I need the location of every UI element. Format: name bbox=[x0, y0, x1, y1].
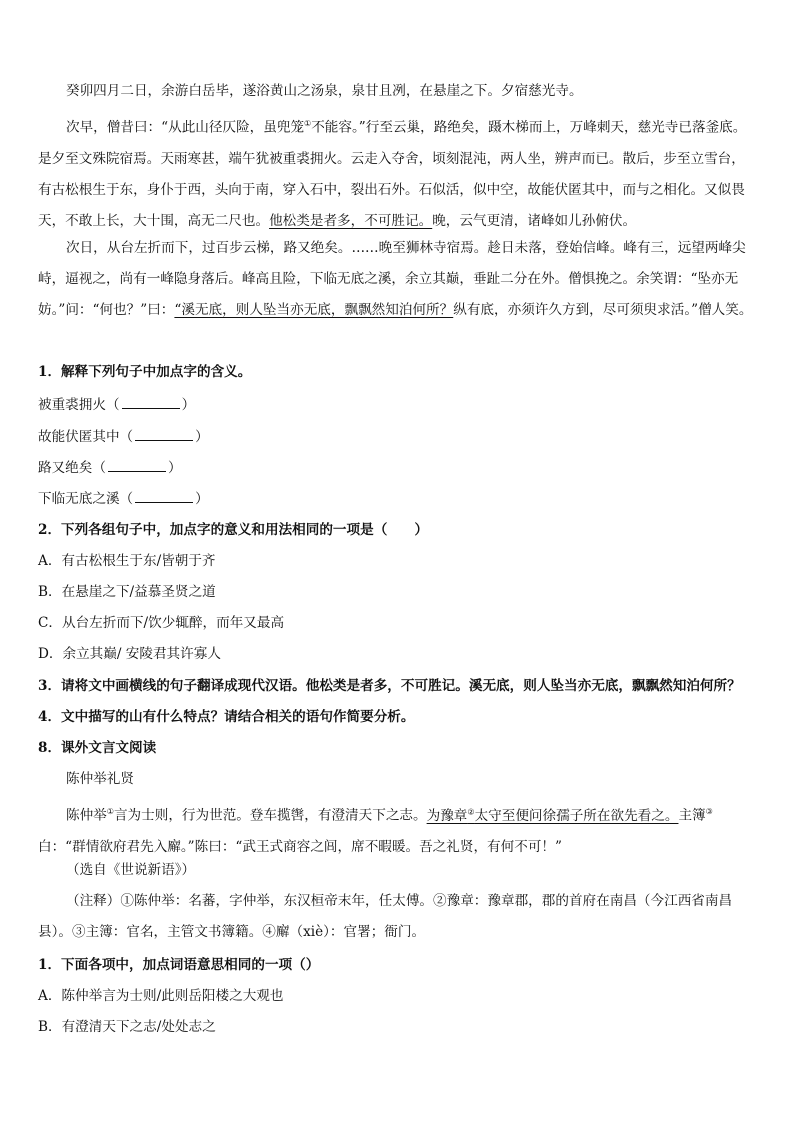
footnote-marker: ③ bbox=[705, 807, 713, 816]
s8q1-option-a[interactable]: A．陈仲举言为士则/此则岳阳楼之大观也 bbox=[38, 988, 284, 1004]
footnote-marker: ② bbox=[467, 807, 475, 816]
question-4: 4．文中描写的山有什么特点？请结合相关的语句作简要分析。 bbox=[38, 709, 415, 725]
q2-option-d[interactable]: D．余立其巅/ 安陵君其许寡人 bbox=[38, 646, 221, 662]
paragraph-text: 次早，僧昔曰：“从此山径仄险，虽兜笼 bbox=[66, 119, 305, 136]
paragraph-text: 纵有底，亦须许久方到，尽可须臾求活。”僧人笑。 bbox=[453, 302, 753, 318]
annotation-notes: （注释）①陈仲举：名蕃，字仲举，东汉桓帝末年，任太傅。②豫章：豫章郡，郡的首府在南昌（今江西省南昌县）。③主簿：官名，主管文书簿籍。④廨（xiè）：官署；衙门。 bbox=[38, 893, 733, 940]
underlined-sentence: 他松类是者多，不可胜记。 bbox=[269, 212, 433, 229]
passage-title: 陈仲举礼贤 bbox=[66, 771, 134, 787]
answer-blank[interactable] bbox=[135, 488, 193, 503]
paragraph-text: 白：“群情欲府君先入廨。”陈曰：“武王式商容之闾，席不暇暖。吾之礼贤，有何不可！” bbox=[38, 838, 562, 855]
underlined-sentence: 为豫章②太守至便问徐孺子所在欲先看之。 bbox=[426, 807, 679, 824]
section-8-title: 8．课外文言文阅读 bbox=[38, 740, 157, 756]
item-text: 路又绝矣（ bbox=[38, 460, 106, 476]
question-1-title: 1．解释下列句子中加点字的含义。 bbox=[38, 364, 252, 380]
section-8-passage bbox=[38, 796, 756, 863]
question-2-title: 2．下列各组句子中，加点字的意义和用法相同的一项是（ ） bbox=[38, 522, 429, 538]
paragraph-text: 言为士则，行为世范。登车揽辔，有澄清天下之志。 bbox=[113, 807, 427, 824]
answer-blank[interactable] bbox=[108, 457, 166, 472]
paragraph-text: 癸卯四月二日，余游白岳毕，遂浴黄山之汤泉，泉甘且冽，在悬崖之下。夕宿慈光寺。 bbox=[66, 83, 583, 99]
bracket: ） bbox=[181, 397, 196, 413]
q1-item-4 bbox=[38, 488, 209, 509]
item-text: 故能伏匿其中（ bbox=[38, 429, 134, 445]
answer-blank[interactable] bbox=[122, 394, 180, 409]
source-citation: （选自《世说新语》） bbox=[66, 862, 196, 878]
passage-paragraph-2 bbox=[38, 108, 756, 237]
item-text: 下临无底之溪（ bbox=[38, 491, 134, 507]
paragraph-text: 主簿 bbox=[678, 807, 706, 824]
bracket: ） bbox=[195, 491, 209, 507]
paragraph-text: 晚，云气更清，诸峰如儿孙俯伏。 bbox=[432, 212, 637, 229]
footnote-marker: ① bbox=[304, 119, 312, 128]
passage-paragraph-1 bbox=[38, 76, 756, 107]
q2-option-b[interactable]: B．在悬崖之下/益慕圣贤之道 bbox=[38, 584, 216, 600]
s8q1-option-b[interactable]: B．有澄清天下之志/处处志之 bbox=[38, 1019, 216, 1035]
underlined-sentence: “溪无底，则人坠当亦无底，飘飘然知泊何所？ bbox=[174, 302, 454, 318]
q1-item-1 bbox=[38, 394, 195, 415]
bracket: ） bbox=[195, 429, 209, 445]
item-text: 被重裘拥火（ bbox=[38, 397, 120, 413]
paragraph-text: 不能容。”行至云巢，路绝矣，蹑木梯而上，万峰刺天，慈光寺已落釜底。是夕至文殊院宿焉。天雨寒甚，端午犹被重裘拥火。云走入夺舍，顷刻混沌，两人坐，辨声而已。散后，步至立雪台，有古松根生于东，身仆于西，头向于南，穿入石中，裂出石外。石似活，似中空，故能伏匿其中，而与之相化。又似畏天，不敢上长，大十围，高无二尺也。 bbox=[38, 119, 747, 229]
footnote-marker: ① bbox=[106, 807, 114, 816]
question-3: 3．请将文中画横线的句子翻译成现代汉语。他松类是者多，不可胜记。溪无底，则人坠当亦无底，飘飘然知泊何所？ bbox=[38, 678, 741, 694]
paragraph-text: 次日，从台左折而下，过百步云梯，路又绝矣。……晚至狮林寺宿焉。趁日未落，登始信峰。峰有三，远望两峰尖峙，逼视之，尚有一峰隐身落后。峰高且险，下临无底之溪，余立其巅，垂趾二分在外。僧惧挽之。余笑谓：“坠亦无妨。”问：“何也？”曰： bbox=[38, 240, 746, 318]
paragraph-text: 陈仲举 bbox=[66, 807, 107, 824]
q2-option-a[interactable]: A．有古松根生于东/皆朝于齐 bbox=[38, 553, 216, 569]
q1-item-3 bbox=[38, 457, 182, 478]
passage-paragraph-3 bbox=[38, 233, 756, 326]
q1-item-2 bbox=[38, 426, 209, 447]
bracket: ） bbox=[167, 460, 182, 476]
q2-option-c[interactable]: C．从台左折而下/饮少辄醉，而年又最高 bbox=[38, 615, 285, 631]
section-8-question-1-title: 1．下面各项中，加点词语意思相同的一项（） bbox=[38, 957, 320, 973]
answer-blank[interactable] bbox=[135, 426, 193, 441]
